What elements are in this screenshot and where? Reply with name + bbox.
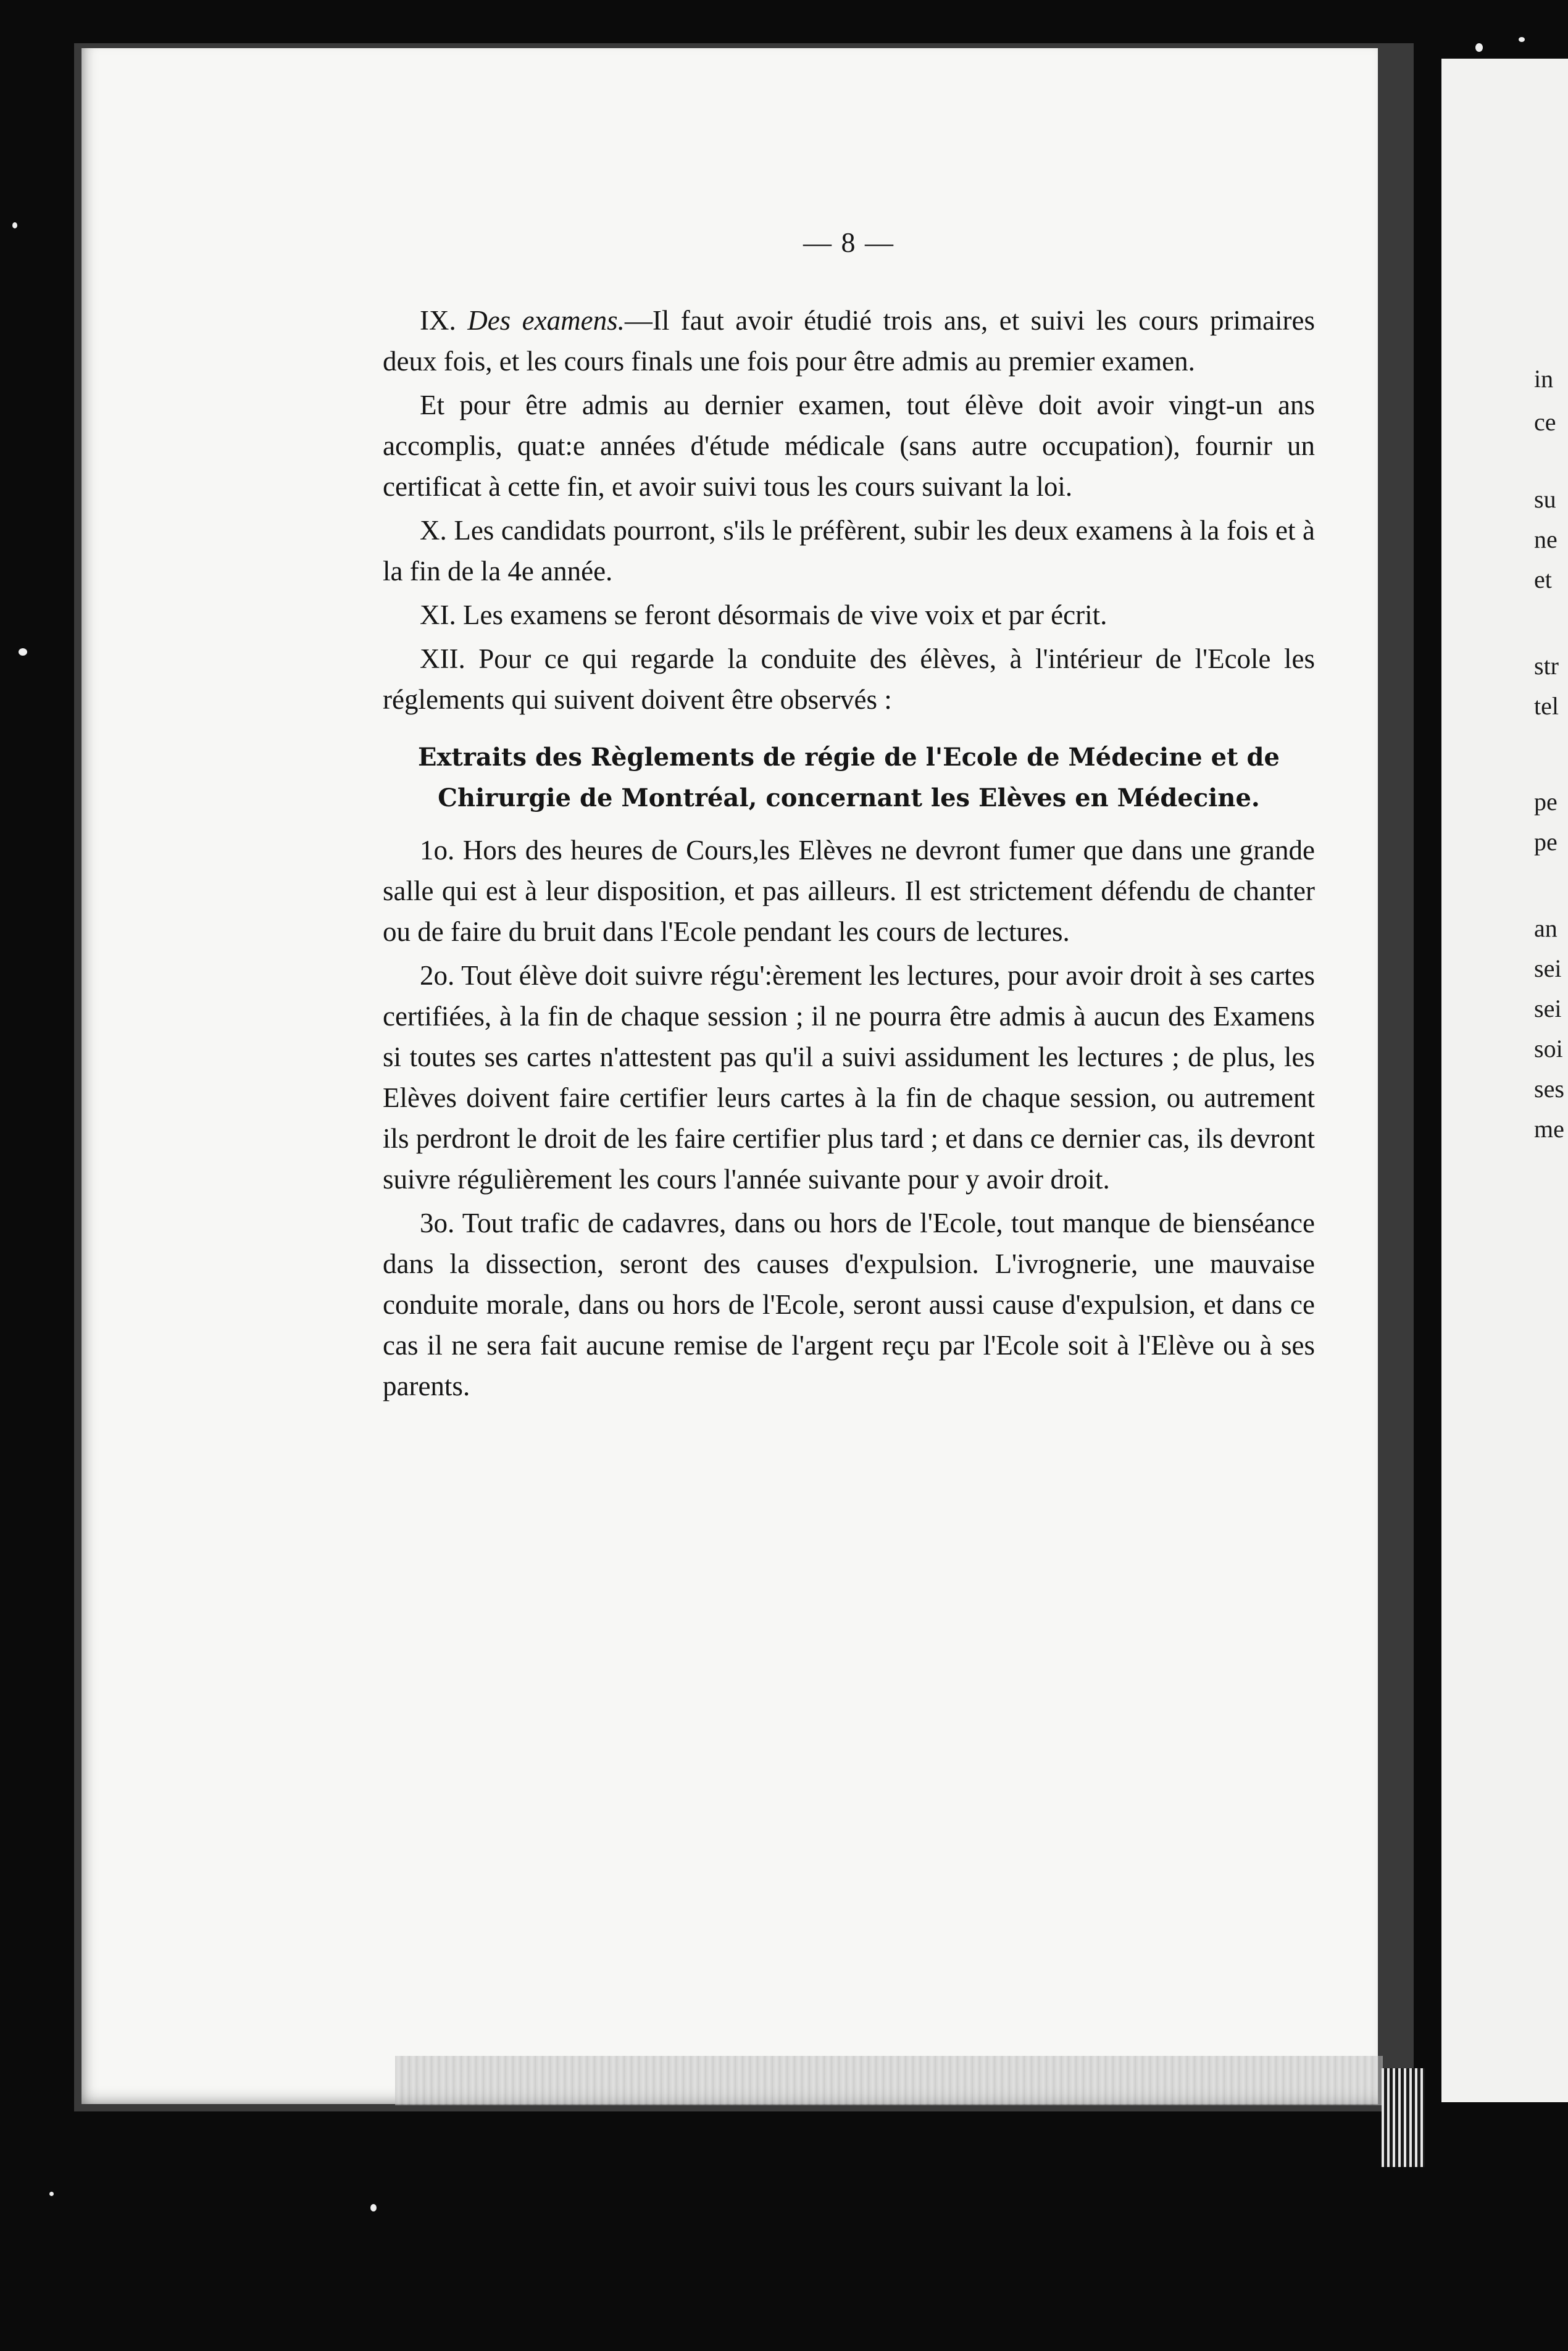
section-heading: Extraits des Règlements de régie de l'Ecole de Médecine et de Chirurgie de Montréal, concernant les Elèves en Médecine. <box>418 743 1280 812</box>
scan-speck <box>19 648 27 656</box>
article-lead-italic: Des examens. <box>467 305 625 336</box>
facing-page <box>1441 59 1568 2102</box>
book-spine-edges <box>1382 2068 1425 2167</box>
rule-number: 2o. <box>420 960 455 991</box>
facing-fragment: ne <box>1534 525 1558 553</box>
article-xi <box>383 595 1315 635</box>
rule-2 <box>383 955 1315 1200</box>
rule-3 <box>383 1203 1315 1406</box>
article-number: IX. <box>420 305 456 336</box>
article-x <box>383 510 1315 591</box>
article-xii <box>383 638 1315 720</box>
facing-fragment: soi <box>1534 1035 1563 1063</box>
facing-fragment: sei <box>1534 995 1562 1022</box>
page-text-column <box>383 222 1315 1409</box>
facing-fragment: in <box>1534 365 1554 393</box>
facing-fragment: me <box>1534 1115 1564 1143</box>
article-ix-continuation <box>383 385 1315 507</box>
article-number: XI. <box>420 599 456 630</box>
facing-fragment: sei <box>1534 954 1562 982</box>
scan-speck <box>1519 37 1525 42</box>
scan-speck <box>49 2192 54 2196</box>
bleed-through-strip <box>395 2056 1383 2105</box>
rule-text: Hors des heures de Cours,les Elèves ne devront fumer que dans une grande salle qui est à leur disposition, et pas ailleurs. Il est strictement défendu de chanter ou de faire du bruit dans l'Ecole pendant les cours de lectures. <box>383 835 1316 947</box>
rule-text: Tout trafic de cadavres, dans ou hors de l'Ecole, tout manque de bienséance dans la dissection, seront des causes d'expulsion. L'ivrognerie, une mauvaise conduite morale, dans ou hors de l'Ecole, seront aussi cause d'expulsion, et dans ce cas il ne sera fait aucune remise de l'argent reçu par l'Ecole soit à l'Elève ou à ses parents. <box>383 1208 1315 1401</box>
article-text: Et pour être admis au dernier examen, tout élève doit avoir vingt-un ans accomplis, quat:e années d'étude médicale (sans autre occupation), fournir un certificat à cette fin, et avoir suivi tous les cours suivant la loi. <box>383 390 1315 502</box>
scan-speck <box>370 2204 377 2211</box>
page-number: — 8 — <box>803 227 895 258</box>
facing-fragment: str <box>1534 652 1559 680</box>
facing-fragment: tel <box>1534 692 1559 720</box>
facing-fragment: et <box>1534 566 1552 593</box>
scan-speck <box>12 222 17 228</box>
article-text: Pour ce qui regarde la conduite des élèves, à l'intérieur de l'Ecole les réglements qui suivent doivent être observés : <box>383 643 1316 715</box>
facing-fragment: an <box>1534 914 1558 942</box>
facing-fragment: pe <box>1534 788 1558 816</box>
scan-speck <box>1475 43 1483 52</box>
article-number: X. <box>420 515 447 546</box>
rule-number: 3o. <box>420 1208 455 1238</box>
article-ix <box>383 300 1315 382</box>
facing-fragment: pe <box>1534 828 1558 856</box>
article-number: XII. <box>420 643 465 674</box>
article-text: —Il faut avoir étudié trois ans, et suivi les cours primaires deux fois, et les cours finals une fois pour être admis au premier examen. <box>383 305 1315 377</box>
article-text: Les examens se feront désormais de vive voix et par écrit. <box>462 599 1107 630</box>
rule-1 <box>383 830 1315 952</box>
article-text: Les candidats pourront, s'ils le préfèrent, subir les deux examens à la fois et à la fin de la 4e année. <box>383 515 1316 587</box>
rule-number: 1o. <box>420 835 455 866</box>
facing-fragment: ses <box>1534 1075 1564 1103</box>
facing-fragment: su <box>1534 485 1556 513</box>
rule-text: Tout élève doit suivre régu':èrement les lectures, pour avoir droit à ses cartes certifiées, à la fin de chaque session ; il ne pourra être admis à aucun des Examens si toutes ses cartes n'attestent pas qu'il a suivi assidument les lectures ; de plus, les Elèves doivent faire certifier leurs cartes à la fin de chaque session, ou autrement ils perdront le droit de les faire certifier plus tard ; et dans ce dernier cas, ils devront suivre régulièrement les cours l'année suivante pour y avoir droit. <box>383 960 1316 1195</box>
facing-fragment: ce <box>1534 408 1556 436</box>
